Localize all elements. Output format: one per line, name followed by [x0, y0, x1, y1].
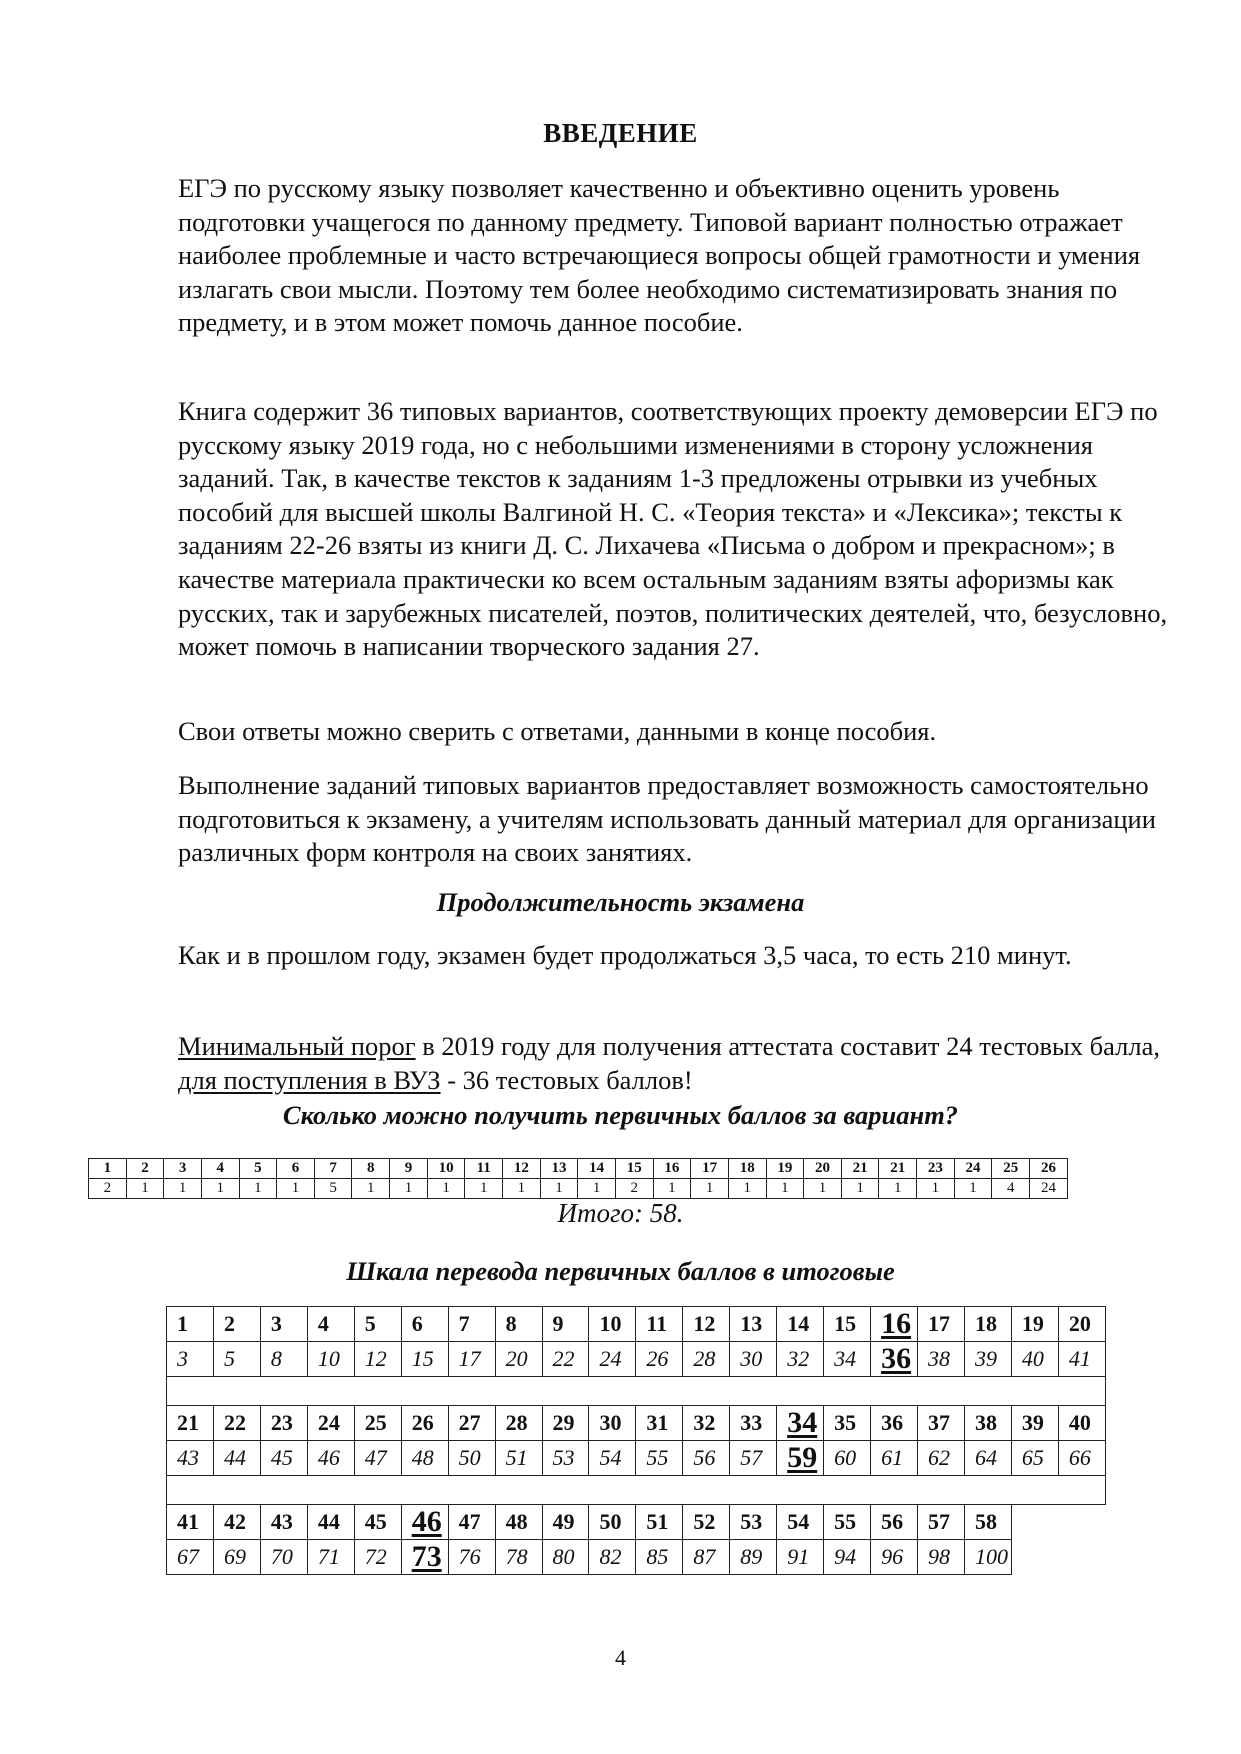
task-points-cell: 1	[728, 1179, 766, 1199]
empty-cell	[1011, 1505, 1058, 1540]
final-score-cell: 17	[448, 1342, 495, 1377]
empty-cell	[1058, 1505, 1105, 1540]
primary-score-cell: 57	[918, 1505, 965, 1540]
intro-paragraph-3: Свои ответы можно сверить с ответами, данными в конце пособия.	[178, 716, 937, 746]
primary-score-cell: 8	[495, 1307, 542, 1342]
final-score-cell: 98	[918, 1540, 965, 1575]
final-score-row	[167, 1342, 1106, 1377]
task-number-cell: 25	[992, 1159, 1030, 1179]
final-score-cell: 8	[260, 1342, 307, 1377]
primary-score-cell: 32	[683, 1406, 730, 1441]
page-title: ВВЕДЕНИЕ	[543, 118, 698, 148]
final-score-cell: 60	[824, 1441, 871, 1476]
task-number-cell: 2	[126, 1159, 164, 1179]
primary-score-cell: 7	[448, 1307, 495, 1342]
duration-heading: Продолжительность экзамена	[436, 887, 805, 917]
task-number-cell: 20	[804, 1159, 842, 1179]
primary-score-cell: 33	[730, 1406, 777, 1441]
final-score-cell: 12	[354, 1342, 401, 1377]
final-score-cell: 28	[683, 1342, 730, 1377]
separator-cell	[167, 1377, 1106, 1406]
task-number-cell: 21	[841, 1159, 879, 1179]
final-score-cell: 91	[777, 1540, 824, 1575]
threshold-paragraph: Минимальный порог в 2019 году для получения аттестата составит 24 тестовых балла, для поступления в ВУЗ - 36 тестовых баллов!	[178, 1031, 1160, 1095]
intro-paragraph-1: ЕГЭ по русскому языку позволяет качественно и объективно оценить уровень подготовки учащегося по данному предмету. Типовой вариант полностью отражает наиболее проблемные и часто встречающиеся вопросы общей грамотности и умения излагать свои мысли. Поэтому тем более необходимо систематизировать знания по предмету, и в этом может помочь данное пособие.	[178, 173, 1141, 338]
intro-paragraph-4: Выполнение заданий типовых вариантов предоставляет возможность самостоятельно подготовиться к экзамену, а учителям использовать данный материал для организации различных форм контроля на своих занятиях.	[178, 770, 1156, 868]
final-score-cell: 24	[589, 1342, 636, 1377]
final-score-cell: 71	[307, 1540, 354, 1575]
primary-score-cell: 30	[589, 1406, 636, 1441]
primary-score-cell: 37	[918, 1406, 965, 1441]
task-number-cell: 1	[89, 1159, 127, 1179]
primary-score-cell: 10	[589, 1307, 636, 1342]
task-points-cell: 1	[954, 1179, 992, 1199]
final-score-cell: 59	[777, 1441, 824, 1476]
task-number-cell: 26	[1030, 1159, 1068, 1179]
final-score-cell: 22	[542, 1342, 589, 1377]
task-number-cell: 17	[691, 1159, 729, 1179]
task-number-cell: 19	[766, 1159, 804, 1179]
primary-score-cell: 56	[871, 1505, 918, 1540]
primary-score-cell: 35	[824, 1406, 871, 1441]
primary-score-cell: 49	[542, 1505, 589, 1540]
primary-score-cell: 20	[1058, 1307, 1105, 1342]
final-score-cell: 62	[918, 1441, 965, 1476]
final-score-cell: 78	[495, 1540, 542, 1575]
task-points-cell: 1	[277, 1179, 315, 1199]
task-points-cell: 1	[427, 1179, 465, 1199]
task-number-cell: 21	[879, 1159, 917, 1179]
final-score-cell: 43	[167, 1441, 214, 1476]
task-number-cell: 12	[503, 1159, 541, 1179]
final-score-cell: 34	[824, 1342, 871, 1377]
primary-score-cell: 27	[448, 1406, 495, 1441]
final-score-cell: 5	[213, 1342, 260, 1377]
scale-heading: Шкала перевода первичных баллов в итоговые	[346, 1256, 895, 1286]
task-number-cell: 9	[390, 1159, 428, 1179]
final-score-cell: 56	[683, 1441, 730, 1476]
task-points-cell: 1	[578, 1179, 616, 1199]
final-score-cell: 51	[495, 1441, 542, 1476]
final-score-cell: 57	[730, 1441, 777, 1476]
empty-cell	[1058, 1540, 1105, 1575]
primary-score-cell: 29	[542, 1406, 589, 1441]
primary-score-cell: 18	[964, 1307, 1011, 1342]
intro-paragraph-2: Книга содержит 36 типовых вариантов, соответствующих проекту демоверсии ЕГЭ по русскому языку 2019 года, но с небольшими изменениями в сторону усложнения заданий. Так, в качестве текстов к заданиям 1-3 предложены отрывки из учебных пособий для высшей школы Валгиной Н. С. «Теория текста» и «Лексика»; тексты к заданиям 22-26 взяты из книги Д. С. Лихачева «Письма о добром и прекрасном»; в качестве материала практически ко всем остальным заданиям взяты афоризмы как русских, так и зарубежных писателей, поэтов, политических деятелей, что, безусловно, может помочь в написании творческого задания 27.	[178, 396, 1168, 662]
final-score-cell: 20	[495, 1342, 542, 1377]
final-score-cell: 69	[213, 1540, 260, 1575]
task-points-cell: 1	[201, 1179, 239, 1199]
final-score-cell: 76	[448, 1540, 495, 1575]
final-score-cell: 36	[871, 1342, 918, 1377]
primary-score-cell: 12	[683, 1307, 730, 1342]
task-number-cell: 7	[314, 1159, 352, 1179]
final-score-cell: 26	[636, 1342, 683, 1377]
task-number-cell: 6	[277, 1159, 315, 1179]
final-score-cell: 45	[260, 1441, 307, 1476]
final-score-cell: 3	[167, 1342, 214, 1377]
primary-score-cell: 39	[1011, 1406, 1058, 1441]
task-points-cell: 1	[917, 1179, 955, 1199]
primary-score-cell: 24	[307, 1406, 354, 1441]
final-score-cell: 44	[213, 1441, 260, 1476]
final-score-cell: 70	[260, 1540, 307, 1575]
primary-score-cell: 13	[730, 1307, 777, 1342]
final-score-cell: 41	[1058, 1342, 1105, 1377]
final-score-cell: 66	[1058, 1441, 1105, 1476]
primary-score-cell: 16	[871, 1307, 918, 1342]
primary-score-cell: 9	[542, 1307, 589, 1342]
final-score-cell: 65	[1011, 1441, 1058, 1476]
primary-score-cell: 41	[167, 1505, 214, 1540]
final-score-cell: 64	[964, 1441, 1011, 1476]
primary-score-cell: 4	[307, 1307, 354, 1342]
task-points-row	[89, 1179, 1068, 1199]
final-score-cell: 80	[542, 1540, 589, 1575]
final-score-cell: 38	[918, 1342, 965, 1377]
final-score-cell: 72	[354, 1540, 401, 1575]
primary-score-cell: 11	[636, 1307, 683, 1342]
primary-score-cell: 45	[354, 1505, 401, 1540]
page-number: 4	[615, 1645, 626, 1670]
primary-score-cell: 21	[167, 1406, 214, 1441]
final-score-cell: 46	[307, 1441, 354, 1476]
primary-score-cell: 6	[401, 1307, 448, 1342]
final-score-cell: 61	[871, 1441, 918, 1476]
task-points-cell: 2	[89, 1179, 127, 1199]
final-score-cell: 96	[871, 1540, 918, 1575]
task-number-cell: 24	[954, 1159, 992, 1179]
task-points-cell: 1	[691, 1179, 729, 1199]
primary-score-cell: 14	[777, 1307, 824, 1342]
final-score-cell: 32	[777, 1342, 824, 1377]
primary-score-cell: 22	[213, 1406, 260, 1441]
task-points-cell: 2	[615, 1179, 653, 1199]
primary-score-cell: 47	[448, 1505, 495, 1540]
task-points-cell: 1	[879, 1179, 917, 1199]
task-points-cell: 1	[766, 1179, 804, 1199]
task-number-cell: 23	[917, 1159, 955, 1179]
total-points: Итого: 58.	[557, 1198, 684, 1228]
task-number-row	[89, 1159, 1068, 1179]
task-number-cell: 5	[239, 1159, 277, 1179]
task-number-cell: 13	[540, 1159, 578, 1179]
final-score-cell: 85	[636, 1540, 683, 1575]
final-score-cell: 10	[307, 1342, 354, 1377]
task-points-cell: 1	[164, 1179, 202, 1199]
primary-score-cell: 43	[260, 1505, 307, 1540]
final-score-row	[167, 1540, 1106, 1575]
final-score-cell: 94	[824, 1540, 871, 1575]
separator-row	[167, 1377, 1106, 1406]
primary-score-cell: 2	[213, 1307, 260, 1342]
task-points-cell: 1	[465, 1179, 503, 1199]
task-number-cell: 16	[653, 1159, 691, 1179]
primary-score-row	[167, 1406, 1106, 1441]
primary-score-row	[167, 1307, 1106, 1342]
final-score-cell: 50	[448, 1441, 495, 1476]
primary-score-cell: 31	[636, 1406, 683, 1441]
final-score-cell: 39	[964, 1342, 1011, 1377]
university-label: для поступления в ВУЗ	[178, 1064, 441, 1095]
primary-score-cell: 17	[918, 1307, 965, 1342]
final-score-cell: 87	[683, 1540, 730, 1575]
final-score-cell: 67	[167, 1540, 214, 1575]
min-threshold-label: Минимальный порог	[178, 1031, 416, 1061]
primary-points-table	[88, 1158, 1068, 1199]
task-number-cell: 4	[201, 1159, 239, 1179]
primary-score-cell: 42	[213, 1505, 260, 1540]
primary-score-cell: 50	[589, 1505, 636, 1540]
task-points-cell: 4	[992, 1179, 1030, 1199]
primary-score-cell: 55	[824, 1505, 871, 1540]
final-score-row	[167, 1441, 1106, 1476]
primary-score-cell: 19	[1011, 1307, 1058, 1342]
final-score-cell: 82	[589, 1540, 636, 1575]
task-points-cell: 5	[314, 1179, 352, 1199]
task-points-cell: 24	[1030, 1179, 1068, 1199]
primary-score-cell: 15	[824, 1307, 871, 1342]
task-points-cell: 1	[653, 1179, 691, 1199]
task-points-cell: 1	[540, 1179, 578, 1199]
primary-score-cell: 40	[1058, 1406, 1105, 1441]
final-score-cell: 73	[401, 1540, 448, 1575]
task-points-cell: 1	[804, 1179, 842, 1199]
task-number-cell: 14	[578, 1159, 616, 1179]
empty-cell	[1011, 1540, 1058, 1575]
primary-score-cell: 34	[777, 1406, 824, 1441]
final-score-cell: 55	[636, 1441, 683, 1476]
task-points-cell: 1	[239, 1179, 277, 1199]
final-score-cell: 48	[401, 1441, 448, 1476]
primary-score-cell: 46	[401, 1505, 448, 1540]
primary-points-heading: Сколько можно получить первичных баллов за вариант?	[282, 1100, 959, 1130]
primary-score-cell: 48	[495, 1505, 542, 1540]
primary-score-cell: 53	[730, 1505, 777, 1540]
task-points-cell: 1	[352, 1179, 390, 1199]
primary-score-cell: 5	[354, 1307, 401, 1342]
separator-row	[167, 1476, 1106, 1505]
task-points-cell: 1	[841, 1179, 879, 1199]
primary-score-cell: 28	[495, 1406, 542, 1441]
primary-score-row	[167, 1505, 1106, 1540]
task-number-cell: 15	[615, 1159, 653, 1179]
primary-score-cell: 58	[964, 1505, 1011, 1540]
task-number-cell: 11	[465, 1159, 503, 1179]
task-points-cell: 1	[503, 1179, 541, 1199]
primary-score-cell: 54	[777, 1505, 824, 1540]
primary-score-cell: 51	[636, 1505, 683, 1540]
primary-score-cell: 26	[401, 1406, 448, 1441]
final-score-cell: 47	[354, 1441, 401, 1476]
primary-score-cell: 44	[307, 1505, 354, 1540]
task-number-cell: 10	[427, 1159, 465, 1179]
separator-cell	[167, 1476, 1106, 1505]
final-score-cell: 15	[401, 1342, 448, 1377]
task-number-cell: 18	[728, 1159, 766, 1179]
primary-score-cell: 23	[260, 1406, 307, 1441]
final-score-cell: 30	[730, 1342, 777, 1377]
primary-score-cell: 25	[354, 1406, 401, 1441]
primary-score-cell: 36	[871, 1406, 918, 1441]
final-score-cell: 54	[589, 1441, 636, 1476]
primary-score-cell: 1	[167, 1307, 214, 1342]
primary-score-cell: 52	[683, 1505, 730, 1540]
final-score-cell: 100	[964, 1540, 1011, 1575]
primary-score-cell: 38	[964, 1406, 1011, 1441]
duration-paragraph: Как и в прошлом году, экзамен будет продолжаться 3,5 часа, то есть 210 минут.	[178, 940, 1072, 970]
task-number-cell: 8	[352, 1159, 390, 1179]
final-score-cell: 53	[542, 1441, 589, 1476]
final-score-cell: 89	[730, 1540, 777, 1575]
task-points-cell: 1	[126, 1179, 164, 1199]
final-score-cell: 40	[1011, 1342, 1058, 1377]
score-scale-table	[166, 1306, 1106, 1575]
task-points-cell: 1	[390, 1179, 428, 1199]
primary-score-cell: 3	[260, 1307, 307, 1342]
task-number-cell: 3	[164, 1159, 202, 1179]
